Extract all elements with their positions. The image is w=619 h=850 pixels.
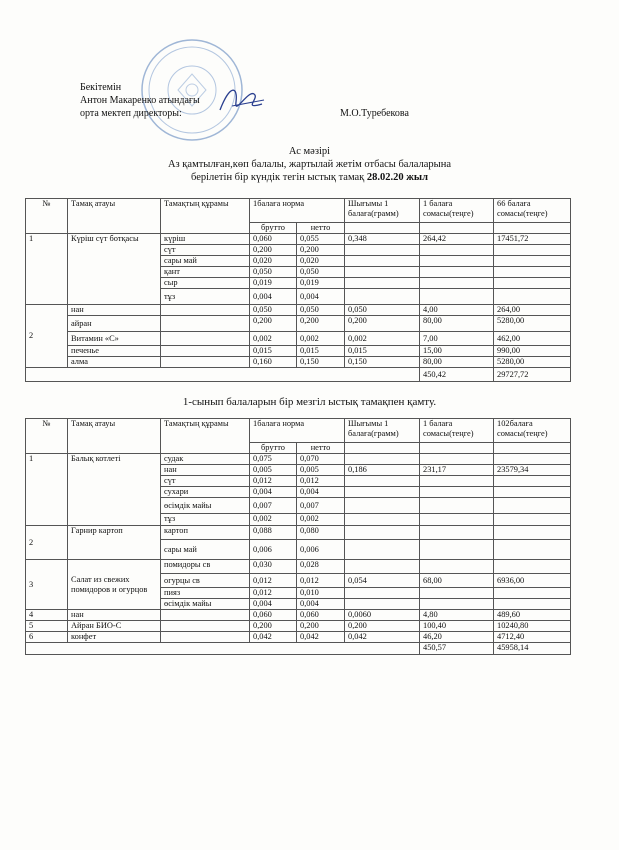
price-one: 100,40	[420, 621, 494, 632]
brutto: 0,200	[250, 245, 297, 256]
price-total: 17451,72	[494, 234, 571, 245]
brutto: 0,060	[250, 234, 297, 245]
table-row	[26, 357, 571, 368]
header-norm: 1балаға норма	[250, 199, 345, 223]
price-total	[494, 256, 571, 267]
header-netto: нетто	[297, 443, 345, 454]
netto: 0,055	[297, 234, 345, 245]
dish-name: Витамин «С»	[68, 332, 161, 346]
header-yield: Шығымы 1 балаға(грамм)	[345, 419, 420, 443]
empty-cell	[420, 223, 494, 234]
price-total: 4712,40	[494, 632, 571, 643]
price-total: 5280,00	[494, 316, 571, 332]
price-total: 489,60	[494, 610, 571, 621]
netto: 0,002	[297, 332, 345, 346]
director-name: М.О.Туребекова	[340, 108, 409, 119]
yield: 0,0060	[345, 610, 420, 621]
netto: 0,050	[297, 267, 345, 278]
price-one	[420, 487, 494, 498]
ingredient	[161, 346, 250, 357]
subtitle-line-2-text: берілетін бір күндік тегін ыстық тамақ	[191, 172, 367, 183]
header-norm: 1балаға норма	[250, 419, 345, 443]
brutto: 0,088	[250, 526, 297, 540]
menu-title: Ас мәзірі	[288, 146, 331, 157]
netto: 0,050	[297, 305, 345, 316]
table-row	[26, 632, 571, 643]
netto: 0,007	[297, 498, 345, 514]
table-row	[26, 316, 571, 332]
dish-name: печенье	[68, 346, 161, 357]
price-one	[420, 599, 494, 610]
yield: 0,042	[345, 632, 420, 643]
header-dish: Тамақ атауы	[68, 419, 161, 454]
ingredient	[161, 357, 250, 368]
netto: 0,200	[297, 245, 345, 256]
price-one	[420, 498, 494, 514]
empty-cell	[494, 443, 571, 454]
empty-cell	[494, 223, 571, 234]
price-one	[420, 454, 494, 465]
price-one	[420, 267, 494, 278]
ingredient	[161, 316, 250, 332]
netto: 0,006	[297, 540, 345, 560]
ingredient	[161, 305, 250, 316]
brutto: 0,019	[250, 278, 297, 289]
yield: 0,015	[345, 346, 420, 357]
brutto: 0,012	[250, 588, 297, 599]
total-price-all: 29727,72	[494, 368, 571, 382]
ingredient: картоп	[161, 526, 250, 540]
netto: 0,019	[297, 278, 345, 289]
empty-cell	[345, 223, 420, 234]
empty-cell	[345, 443, 420, 454]
yield	[345, 560, 420, 574]
price-total	[494, 526, 571, 540]
table-row	[26, 346, 571, 357]
approval-line-1: Бекітемін	[80, 82, 122, 93]
price-total	[494, 289, 571, 305]
ingredient	[161, 632, 250, 643]
yield	[345, 514, 420, 526]
total-price-one: 450,57	[420, 643, 494, 655]
ingredient	[161, 621, 250, 632]
price-total	[494, 588, 571, 599]
brutto: 0,160	[250, 357, 297, 368]
price-total	[494, 498, 571, 514]
ingredient: тұз	[161, 289, 250, 305]
brutto: 0,002	[250, 514, 297, 526]
brutto: 0,006	[250, 540, 297, 560]
price-total	[494, 514, 571, 526]
yield	[345, 256, 420, 267]
yield	[345, 526, 420, 540]
price-total: 23579,34	[494, 465, 571, 476]
price-one: 68,00	[420, 574, 494, 588]
netto: 0,028	[297, 560, 345, 574]
price-total	[494, 599, 571, 610]
brutto: 0,005	[250, 465, 297, 476]
brutto: 0,002	[250, 332, 297, 346]
row-number: 6	[26, 632, 68, 643]
dish-name: Айран БИО-С	[68, 621, 161, 632]
menu-date: 28.02.20 жыл	[366, 172, 428, 183]
subtitle-line-1: Аз қамтылған,көп балалы, жартылай жетім отбасы балаларына	[167, 159, 452, 170]
yield	[345, 278, 420, 289]
netto: 0,002	[297, 514, 345, 526]
price-one: 4,80	[420, 610, 494, 621]
price-one: 80,00	[420, 316, 494, 332]
price-one	[420, 245, 494, 256]
approval-line-3: орта мектеп директоры:	[80, 108, 182, 119]
price-one	[420, 526, 494, 540]
empty-cell	[26, 643, 420, 655]
netto: 0,060	[297, 610, 345, 621]
price-one	[420, 588, 494, 599]
brutto: 0,007	[250, 498, 297, 514]
empty-cell	[420, 443, 494, 454]
header-price-one: 1 балаға сомасы(теңге)	[420, 199, 494, 223]
price-total	[494, 267, 571, 278]
price-one	[420, 514, 494, 526]
yield: 0,050	[345, 305, 420, 316]
ingredient: қант	[161, 267, 250, 278]
brutto: 0,012	[250, 476, 297, 487]
row-number: 2	[26, 305, 68, 368]
price-total: 462,00	[494, 332, 571, 346]
dish-name: Салат из свежих помидоров и огурцов	[68, 560, 161, 610]
header-number: №	[26, 419, 68, 454]
ingredient: нан	[161, 465, 250, 476]
ingredient: сыр	[161, 278, 250, 289]
brutto: 0,030	[250, 560, 297, 574]
yield	[345, 487, 420, 498]
netto: 0,012	[297, 574, 345, 588]
price-one: 15,00	[420, 346, 494, 357]
netto: 0,070	[297, 454, 345, 465]
yield	[345, 289, 420, 305]
header-brutto: брутто	[250, 443, 297, 454]
header-composition: Тамақтың құрамы	[161, 199, 250, 234]
ingredient: огурцы св	[161, 574, 250, 588]
table-2-total-row	[26, 643, 571, 655]
yield	[345, 498, 420, 514]
price-one: 80,00	[420, 357, 494, 368]
brutto: 0,200	[250, 621, 297, 632]
table-row	[26, 621, 571, 632]
netto: 0,004	[297, 487, 345, 498]
table-row	[26, 560, 571, 574]
ingredient: күріш	[161, 234, 250, 245]
table-row	[26, 234, 571, 245]
table-row	[26, 454, 571, 465]
yield: 0,348	[345, 234, 420, 245]
ingredient: сары май	[161, 540, 250, 560]
brutto: 0,004	[250, 599, 297, 610]
dish-name: конфет	[68, 632, 161, 643]
price-total: 5280,00	[494, 357, 571, 368]
price-one	[420, 476, 494, 487]
brutto: 0,012	[250, 574, 297, 588]
price-total: 10240,80	[494, 621, 571, 632]
menu-table-1	[25, 198, 571, 382]
empty-cell	[26, 368, 420, 382]
header-netto: нетто	[297, 223, 345, 234]
table-row	[26, 526, 571, 540]
yield: 0,186	[345, 465, 420, 476]
price-total: 990,00	[494, 346, 571, 357]
row-number: 5	[26, 621, 68, 632]
ingredient: өсімдік майы	[161, 498, 250, 514]
table-1-header-row	[26, 199, 571, 223]
brutto: 0,042	[250, 632, 297, 643]
yield	[345, 476, 420, 487]
ingredient: сүт	[161, 476, 250, 487]
yield	[345, 245, 420, 256]
ingredient: тұз	[161, 514, 250, 526]
netto: 0,080	[297, 526, 345, 540]
netto: 0,004	[297, 599, 345, 610]
brutto: 0,075	[250, 454, 297, 465]
price-total	[494, 245, 571, 256]
price-one	[420, 289, 494, 305]
netto: 0,150	[297, 357, 345, 368]
yield: 0,054	[345, 574, 420, 588]
price-one	[420, 560, 494, 574]
dish-name: Гарнир картоп	[68, 526, 161, 560]
yield: 0,200	[345, 316, 420, 332]
netto: 0,200	[297, 621, 345, 632]
director-signature	[212, 80, 272, 120]
ingredient: сүт	[161, 245, 250, 256]
netto: 0,005	[297, 465, 345, 476]
subtitle-line-2	[0, 172, 619, 184]
yield	[345, 599, 420, 610]
ingredient: помидоры св	[161, 560, 250, 574]
header-composition: Тамақтың құрамы	[161, 419, 250, 454]
netto: 0,020	[297, 256, 345, 267]
netto: 0,200	[297, 316, 345, 332]
header-brutto: брутто	[250, 223, 297, 234]
price-one: 264,42	[420, 234, 494, 245]
table-row	[26, 332, 571, 346]
dish-name: Күріш сүт ботқасы	[68, 234, 161, 305]
price-one: 7,00	[420, 332, 494, 346]
header-dish: Тамақ атауы	[68, 199, 161, 234]
header-yield: Шығымы 1 балаға(грамм)	[345, 199, 420, 223]
yield	[345, 454, 420, 465]
brutto: 0,200	[250, 316, 297, 332]
netto: 0,004	[297, 289, 345, 305]
menu-table-2	[25, 418, 571, 655]
dish-name: алма	[68, 357, 161, 368]
table-1-total-row	[26, 368, 571, 382]
header-price-one: 1 балаға сомасы(теңге)	[420, 419, 494, 443]
table-row	[26, 610, 571, 621]
price-one	[420, 256, 494, 267]
brutto: 0,004	[250, 487, 297, 498]
price-total	[494, 560, 571, 574]
price-total	[494, 476, 571, 487]
ingredient: пияз	[161, 588, 250, 599]
header-price-total: 66 балаға сомасы(теңге)	[494, 199, 571, 223]
ingredient: сары май	[161, 256, 250, 267]
dish-name: Балық котлеті	[68, 454, 161, 526]
total-price-all: 45958,14	[494, 643, 571, 655]
brutto: 0,004	[250, 289, 297, 305]
netto: 0,010	[297, 588, 345, 599]
price-total: 6936,00	[494, 574, 571, 588]
price-one: 4,00	[420, 305, 494, 316]
brutto: 0,020	[250, 256, 297, 267]
dish-name: нан	[68, 610, 161, 621]
yield: 0,002	[345, 332, 420, 346]
yield: 0,150	[345, 357, 420, 368]
yield	[345, 267, 420, 278]
price-one	[420, 540, 494, 560]
ingredient	[161, 610, 250, 621]
ingredient: өсімдік майы	[161, 599, 250, 610]
row-number: 1	[26, 234, 68, 305]
netto: 0,042	[297, 632, 345, 643]
row-number: 2	[26, 526, 68, 560]
dish-name: айран	[68, 316, 161, 332]
table-2-header-row	[26, 419, 571, 443]
brutto: 0,050	[250, 267, 297, 278]
header-number: №	[26, 199, 68, 234]
yield: 0,200	[345, 621, 420, 632]
brutto: 0,015	[250, 346, 297, 357]
row-number: 3	[26, 560, 68, 610]
price-total	[494, 454, 571, 465]
ingredient: сухари	[161, 487, 250, 498]
price-one	[420, 278, 494, 289]
dish-name: нан	[68, 305, 161, 316]
brutto: 0,060	[250, 610, 297, 621]
row-number: 4	[26, 610, 68, 621]
total-price-one: 450,42	[420, 368, 494, 382]
ingredient: судак	[161, 454, 250, 465]
price-total	[494, 487, 571, 498]
price-total: 264,00	[494, 305, 571, 316]
yield	[345, 588, 420, 599]
row-number: 1	[26, 454, 68, 526]
brutto: 0,050	[250, 305, 297, 316]
table-row	[26, 305, 571, 316]
netto: 0,012	[297, 476, 345, 487]
approval-line-2: Антон Макаренко атындағы	[80, 95, 200, 106]
section-2-title: 1-сынып балаларын бір мезгіл ыстық тамақпен қамту.	[182, 396, 437, 408]
price-total	[494, 540, 571, 560]
netto: 0,015	[297, 346, 345, 357]
price-one: 46,20	[420, 632, 494, 643]
yield	[345, 540, 420, 560]
header-price-total: 102балаға сомасы(теңге)	[494, 419, 571, 443]
ingredient	[161, 332, 250, 346]
price-one: 231,17	[420, 465, 494, 476]
price-total	[494, 278, 571, 289]
